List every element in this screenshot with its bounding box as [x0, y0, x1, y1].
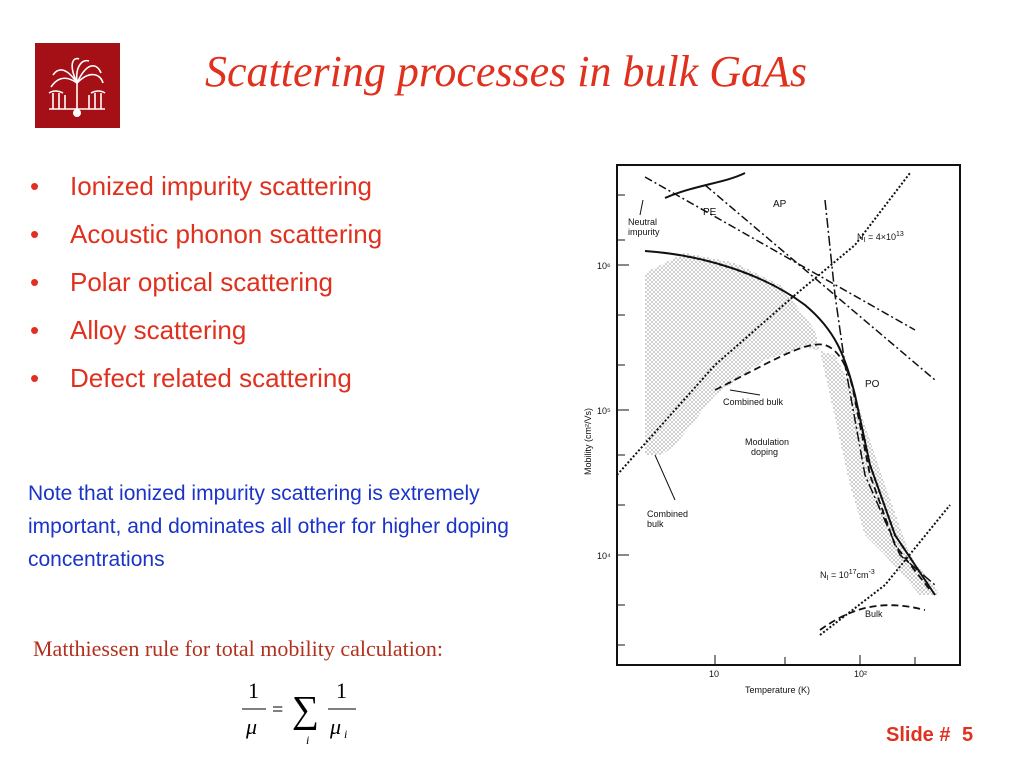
bullet-text: Ionized impurity scattering [70, 171, 373, 201]
label-ap: AP [773, 199, 787, 210]
label-neutral-impurity-2: impurity [628, 227, 660, 237]
label-neutral-impurity-1: Neutral [628, 217, 658, 227]
slide-number [880, 724, 973, 747]
bullet-text: Acoustic phonon scattering [70, 219, 383, 249]
note-text: Note that ionized impurity scattering is extremely important, and dominates all other for higher doping concentrations [28, 482, 509, 571]
formula-rhs-numerator: 1 [336, 678, 347, 703]
formula-sum-index: i [306, 733, 310, 747]
slide-label: Slide # [886, 724, 951, 746]
mobility-temperature-figure [565, 155, 970, 705]
label-modulation-doping-1: Modulation [745, 437, 790, 447]
formula-rhs-subscript: i [344, 727, 348, 741]
label-po: PO [865, 379, 880, 390]
bullet-text: Polar optical scattering [70, 267, 334, 297]
label-combined-bulk-left-1: Combined [647, 509, 689, 519]
bullet-item [30, 168, 382, 216]
bullet-marker: • [30, 171, 40, 201]
bullet-list [30, 168, 382, 408]
bullet-marker: • [30, 267, 40, 297]
x-tick-label: 10 [709, 669, 720, 679]
bullet-text: Defect related scattering [70, 363, 352, 393]
slide-number-value: 5 [962, 724, 974, 746]
matthiessen-caption: Matthiessen rule for total mobility calculation: [33, 636, 443, 661]
label-combined-bulk-right: Combined bulk [723, 397, 784, 407]
label-combined-bulk-left-2: bulk [647, 519, 664, 529]
matthiessen-formula [236, 676, 366, 756]
label-pe: PE [703, 207, 717, 218]
slide-title: Scattering processes in bulk GaAs [205, 47, 808, 96]
bullet-marker: • [30, 363, 40, 393]
label-bulk: Bulk [865, 609, 883, 619]
y-tick-label: 10⁵ [597, 406, 611, 416]
formula-rhs-denominator: μ [330, 714, 342, 739]
bullet-item [30, 360, 382, 408]
label-ni-low: $N_I = 10^{17}cm^{-3}$ [820, 569, 875, 582]
formula-lhs-denominator: μ [246, 714, 258, 739]
bullet-marker: • [30, 219, 40, 249]
formula-equals: = [272, 699, 284, 721]
bullet-marker: • [30, 315, 40, 345]
shaded-mobility-region [645, 253, 940, 595]
bullet-item [30, 216, 382, 264]
label-modulation-doping-2: doping [751, 447, 779, 457]
formula-sum: ∑ [292, 689, 320, 731]
bullet-item [30, 264, 382, 312]
x-tick-label: 10² [854, 669, 868, 679]
y-tick-label: 10⁴ [597, 551, 611, 561]
y-axis-label: Mobility (cm²/Vs) [583, 408, 593, 475]
y-tick-label: 10⁶ [597, 261, 611, 271]
bullet-text: Alloy scattering [70, 315, 247, 345]
bullet-item [30, 312, 382, 360]
palmetto-tree-icon [35, 43, 120, 128]
university-logo [35, 43, 120, 128]
x-axis-label: Temperature (K) [745, 685, 811, 695]
label-ni-high: $N_I = 4\times 10^{13}$ [857, 231, 904, 244]
formula-lhs-numerator: 1 [248, 678, 259, 703]
